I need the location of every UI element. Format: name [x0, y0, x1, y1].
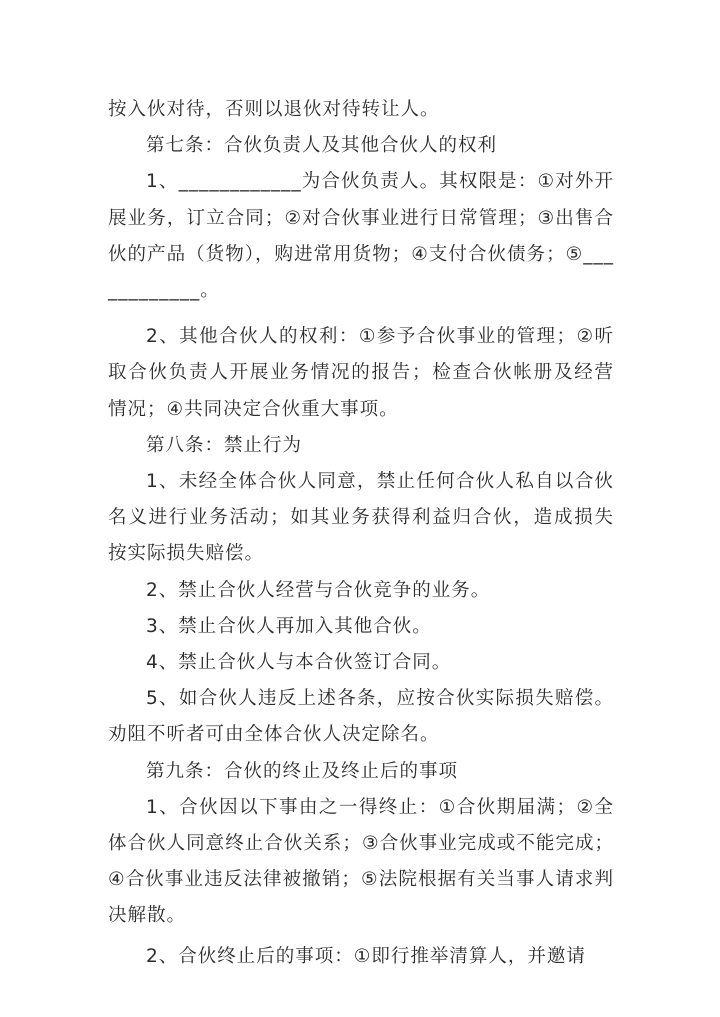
- article-7-heading: 第七条：合伙负责人及其他合伙人的权利: [146, 135, 498, 157]
- article-7-clause-2: 2、其他合伙人的权利：①参予合伙事业的管理；②听取合伙负责人开展业务情况的报告；检查合伙帐册及经营情况；④共同决定合伙重大事项。: [108, 326, 614, 420]
- article-8-clause-2: 2、禁止合伙人经营与合伙竞争的业务。: [146, 579, 491, 601]
- article-8-heading: 第八条：禁止行为: [146, 434, 303, 456]
- article-9-heading: 第九条：合伙的终止及终止后的事项: [146, 760, 459, 782]
- article-9-clause-2: 2、合伙终止后的事项：①即行推举清算人，并邀请: [146, 945, 586, 967]
- article-8-clause-3: 3、禁止合伙人再加入其他合伙。: [146, 615, 432, 637]
- article-8-clause-4: 4、禁止合伙人与本合伙签订合同。: [146, 652, 452, 674]
- paragraph-continuation: 按入伙对待，否则以退伙对待转让人。: [108, 99, 440, 120]
- article-9-clause-1: 1、合伙因以下事由之一得终止：①合伙期届满；②全体合伙人同意终止合伙关系；③合伙事业完成或不能完成；④合伙事业违反法律被撤销；⑤法院根据有关当事人请求判决解散。: [108, 796, 614, 927]
- article-8-clause-1: 1、未经全体合伙人同意，禁止任何合伙人私自以合伙名义进行业务活动；如其业务获得利益归合伙，造成损失按实际损失赔偿。: [108, 471, 614, 565]
- article-8-clause-5: 5、如合伙人违反上述各条，应按合伙实际损失赔偿。劝阻不听者可由全体合伙人决定除名。: [108, 688, 614, 746]
- document-body: [108, 92, 614, 975]
- article-7-clause-1: 1、____________为合伙负责人。其权限是：①对外开展业务，订立合同；②对合伙事业进行日常管理；③出售合伙的产品（货物），购进常用货物；④支付合伙债务；⑤____________。: [108, 171, 614, 302]
